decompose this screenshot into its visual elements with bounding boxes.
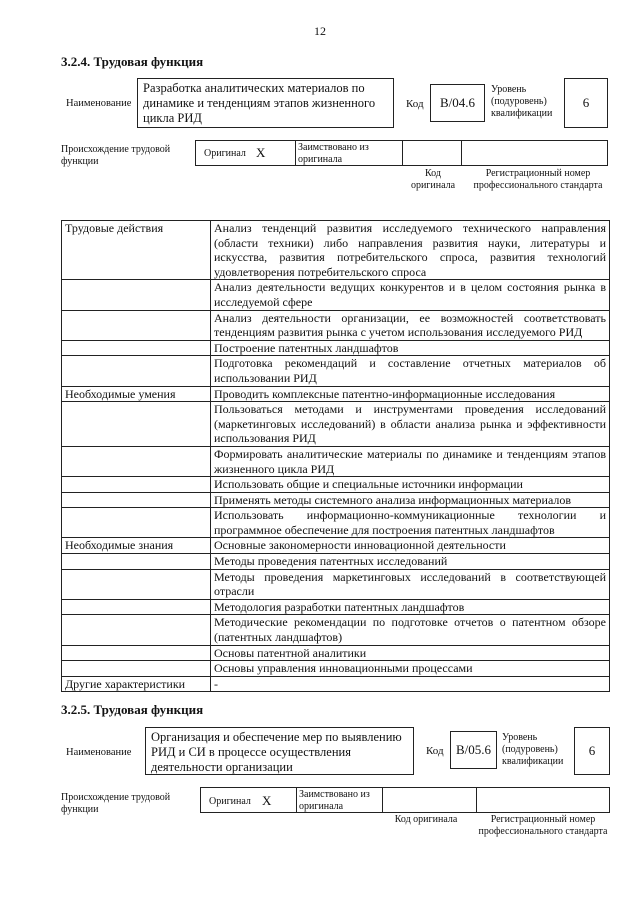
category-cell — [62, 356, 211, 386]
table-row — [62, 508, 610, 538]
level-label: Уровень (подуровень) квалификации — [502, 732, 564, 767]
qualification-level-box: 6 — [574, 727, 610, 775]
origin-row — [200, 787, 610, 813]
item-cell: Основы патентной аналитики — [211, 645, 610, 661]
function-name-box: Разработка аналитических материалов по динамике и тенденциям этапов жизненного цикла РИД — [137, 78, 394, 128]
category-cell — [62, 508, 211, 538]
table-row — [62, 446, 610, 476]
name-label: Наименование — [66, 98, 132, 109]
origin-label: Происхождение трудовой функции — [61, 144, 171, 167]
item-cell: Методология разработки патентных ландшафтов — [211, 599, 610, 615]
category-cell — [62, 554, 211, 570]
table-row — [62, 661, 610, 677]
item-cell: Использовать общие и специальные источники информации — [211, 477, 610, 493]
table-row — [62, 340, 610, 356]
original-label: Оригинал — [204, 148, 246, 159]
category-cell: Трудовые действия — [62, 221, 211, 280]
item-cell: Основы управления инновационными процессами — [211, 661, 610, 677]
original-label: Оригинал — [209, 796, 251, 807]
original-mark: X — [262, 793, 272, 808]
item-cell: Построение патентных ландшафтов — [211, 340, 610, 356]
table-row — [62, 492, 610, 508]
category-cell — [62, 310, 211, 340]
item-cell: Анализ тенденций развития исследуемого технического направления (области техники) либо направления развития науки, литературы и искусства, развития потребительского спроса, развития технологий удовлетворения потребительского спроса — [211, 221, 610, 280]
item-cell: Проводить комплексные патентно-информационные исследования — [211, 386, 610, 402]
category-cell — [62, 645, 211, 661]
table-row — [62, 477, 610, 493]
table-row — [62, 615, 610, 645]
section-title-3-2-5: 3.2.5. Трудовая функция — [61, 702, 204, 717]
category-cell — [62, 402, 211, 447]
category-cell — [62, 477, 211, 493]
level-label: Уровень (подуровень) квалификации — [491, 84, 553, 119]
origin-code-label: Код оригинала — [394, 814, 458, 825]
item-cell: Анализ деятельности организации, ее возможностей соответствовать тенденциям развития рынка с учетом использования исследуемого РИД — [211, 310, 610, 340]
category-cell: Другие характеристики — [62, 676, 211, 692]
item-cell: - — [211, 676, 610, 692]
category-cell — [62, 569, 211, 599]
table-row — [62, 310, 610, 340]
item-cell: Анализ деятельности ведущих конкурентов и в целом состояния рынка в исследуемой сфере — [211, 280, 610, 310]
page-number: 12 — [314, 24, 326, 38]
table-row — [62, 554, 610, 570]
category-cell — [62, 340, 211, 356]
original-cell — [196, 141, 296, 165]
category-cell — [62, 599, 211, 615]
table-row — [62, 645, 610, 661]
item-cell: Подготовка рекомендаций и составление отчетных материалов об использовании РИД — [211, 356, 610, 386]
category-cell — [62, 615, 211, 645]
item-cell: Методы проведения патентных исследований — [211, 554, 610, 570]
table-row — [62, 386, 610, 402]
function-name-box: Организация и обеспечение мер по выявлению РИД и СИ в процессе осуществления деятельности организации — [145, 727, 414, 775]
name-label: Наименование — [66, 747, 132, 758]
origin-label: Происхождение трудовой функции — [61, 792, 171, 815]
function-code-box: B/04.6 — [430, 84, 485, 122]
table-row — [62, 538, 610, 554]
reg-number-label: Регистрационный номер профессионального стандарта — [473, 168, 603, 191]
function-details-table — [61, 220, 610, 692]
item-cell: Формировать аналитические материалы по динамике и тенденциям этапов жизненного цикла РИД — [211, 446, 610, 476]
original-cell — [201, 788, 297, 812]
item-cell: Методы проведения маркетинговых исследований в соответствующей отрасли — [211, 569, 610, 599]
category-cell: Необходимые умения — [62, 386, 211, 402]
item-cell: Основные закономерности инновационной деятельности — [211, 538, 610, 554]
code-label: Код — [426, 745, 444, 757]
function-code-box: B/05.6 — [450, 731, 497, 769]
table-row — [62, 569, 610, 599]
table-row — [62, 280, 610, 310]
qualification-level-box: 6 — [564, 78, 608, 128]
table-row — [62, 356, 610, 386]
origin-code-label: Код оригинала — [410, 168, 456, 191]
section-title-3-2-4: 3.2.4. Трудовая функция — [61, 54, 204, 69]
reg-number-label: Регистрационный номер профессионального стандарта — [478, 814, 608, 837]
item-cell: Методические рекомендации по подготовке отчетов о патентном обзоре (патентных ландшафтов) — [211, 615, 610, 645]
origin-row — [195, 140, 608, 166]
table-row — [62, 402, 610, 447]
item-cell: Пользоваться методами и инструментами проведения исследований (маркетинговых исследований) в области анализа рынка и эффективности использования РИД — [211, 402, 610, 447]
item-cell: Применять методы системного анализа информационных материалов — [211, 492, 610, 508]
category-cell — [62, 280, 211, 310]
table-row — [62, 599, 610, 615]
table-row — [62, 676, 610, 692]
code-label: Код — [406, 98, 424, 110]
category-cell — [62, 492, 211, 508]
borrowed-label: Заимствовано из оригинала — [299, 789, 370, 812]
borrowed-label: Заимствовано из оригинала — [298, 142, 369, 165]
table-row — [62, 221, 610, 280]
category-cell — [62, 446, 211, 476]
item-cell: Использовать информационно-коммуникационные технологии и программное обеспечение для построения патентных ландшафтов — [211, 508, 610, 538]
original-mark: X — [256, 145, 266, 160]
category-cell — [62, 661, 211, 677]
category-cell: Необходимые знания — [62, 538, 211, 554]
